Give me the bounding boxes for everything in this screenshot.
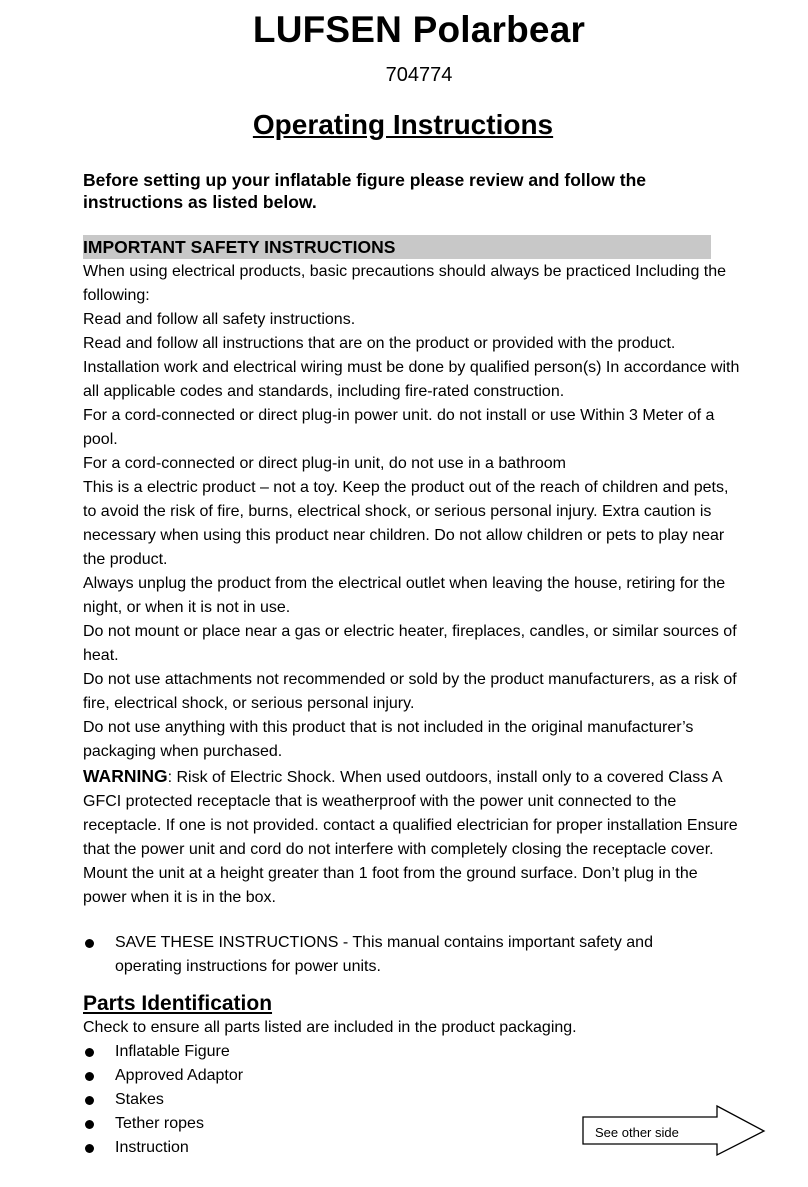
safety-paragraph: Read and follow all instructions that are on the product or provided with the product.	[83, 335, 676, 352]
part-label: Approved Adaptor	[115, 1067, 244, 1084]
bullet-icon	[85, 1096, 94, 1105]
parts-heading: Parts Identification	[83, 992, 273, 1015]
intro-text: Before setting up your inflatable figure please review and follow the instructions as listed below.	[83, 170, 647, 212]
warning-label: WARNING	[83, 766, 168, 786]
list-item	[83, 1040, 723, 1064]
bullet-icon	[85, 1072, 94, 1081]
safety-paragraph: Do not mount or place near a gas or electric heater, fireplaces, candles, or similar sources of heat.	[83, 623, 737, 664]
list-item	[83, 1064, 723, 1088]
bullet-icon	[85, 1048, 94, 1057]
warning-paragraph	[83, 764, 743, 910]
part-label: Stakes	[115, 1091, 164, 1108]
document-title: LUFSEN Polarbear	[252, 9, 586, 50]
safety-instructions	[83, 260, 743, 910]
safety-paragraph: Always unplug the product from the electrical outlet when leaving the house, retiring for the night, or when it is not in use.	[83, 575, 726, 616]
warning-text: : Risk of Electric Shock. When used outdoors, install only to a covered Class A GFCI protected receptacle that is weatherproof with the power unit connected to the receptacle. If one is not provided. contact a qualified electrician for proper installation Ensure that the power unit and cord do not interfere with completely closing the receptacle cover. Mount the unit at a height greater than 1 foot from the ground surface. Don’t plug in the power when it is in the box.	[83, 769, 738, 906]
bullet-icon	[85, 1120, 94, 1129]
safety-paragraph: When using electrical products, basic precautions should always be practiced Including the following:	[83, 263, 727, 304]
safety-paragraph: For a cord-connected or direct plug-in power unit. do not install or use Within 3 Meter of a pool.	[83, 407, 715, 448]
safety-paragraph: Do not use anything with this product that is not included in the original manufacturer’s packaging when purchased.	[83, 719, 694, 760]
part-label: Instruction	[115, 1139, 189, 1156]
parts-intro: Check to ensure all parts listed are included in the product packaging.	[83, 1019, 577, 1036]
save-note-text: SAVE THESE INSTRUCTIONS - This manual contains important safety and operating instructions for power units.	[115, 934, 653, 975]
bullet-icon	[85, 1144, 94, 1153]
safety-paragraph: This is a electric product – not a toy. Keep the product out of the reach of children and pets, to avoid the risk of fire, burns, electrical shock, or serious personal injury. Extra caution is necessary when using this product near children. Do not allow children or pets to play near the product.	[83, 479, 729, 568]
safety-paragraph: For a cord-connected or direct plug-in unit, do not use in a bathroom	[83, 455, 566, 472]
save-instructions-note	[83, 931, 723, 979]
document-subtitle: Operating Instructions	[252, 109, 554, 140]
list-item	[83, 931, 723, 979]
safety-paragraph: Read and follow all safety instructions.	[83, 311, 356, 328]
bullet-icon	[85, 939, 94, 948]
part-label: Tether ropes	[115, 1115, 204, 1132]
safety-heading: IMPORTANT SAFETY INSTRUCTIONS	[83, 235, 711, 259]
model-number: 704774	[385, 64, 453, 86]
part-label: Inflatable Figure	[115, 1043, 230, 1060]
see-other-side-label: See other side	[595, 1125, 679, 1140]
safety-paragraph: Do not use attachments not recommended or sold by the product manufacturers, as a risk of fire, electrical shock, or serious personal injury.	[83, 671, 737, 712]
safety-paragraph: Installation work and electrical wiring must be done by qualified person(s) In accordance with all applicable codes and standards, including fire-rated construction.	[83, 359, 740, 400]
